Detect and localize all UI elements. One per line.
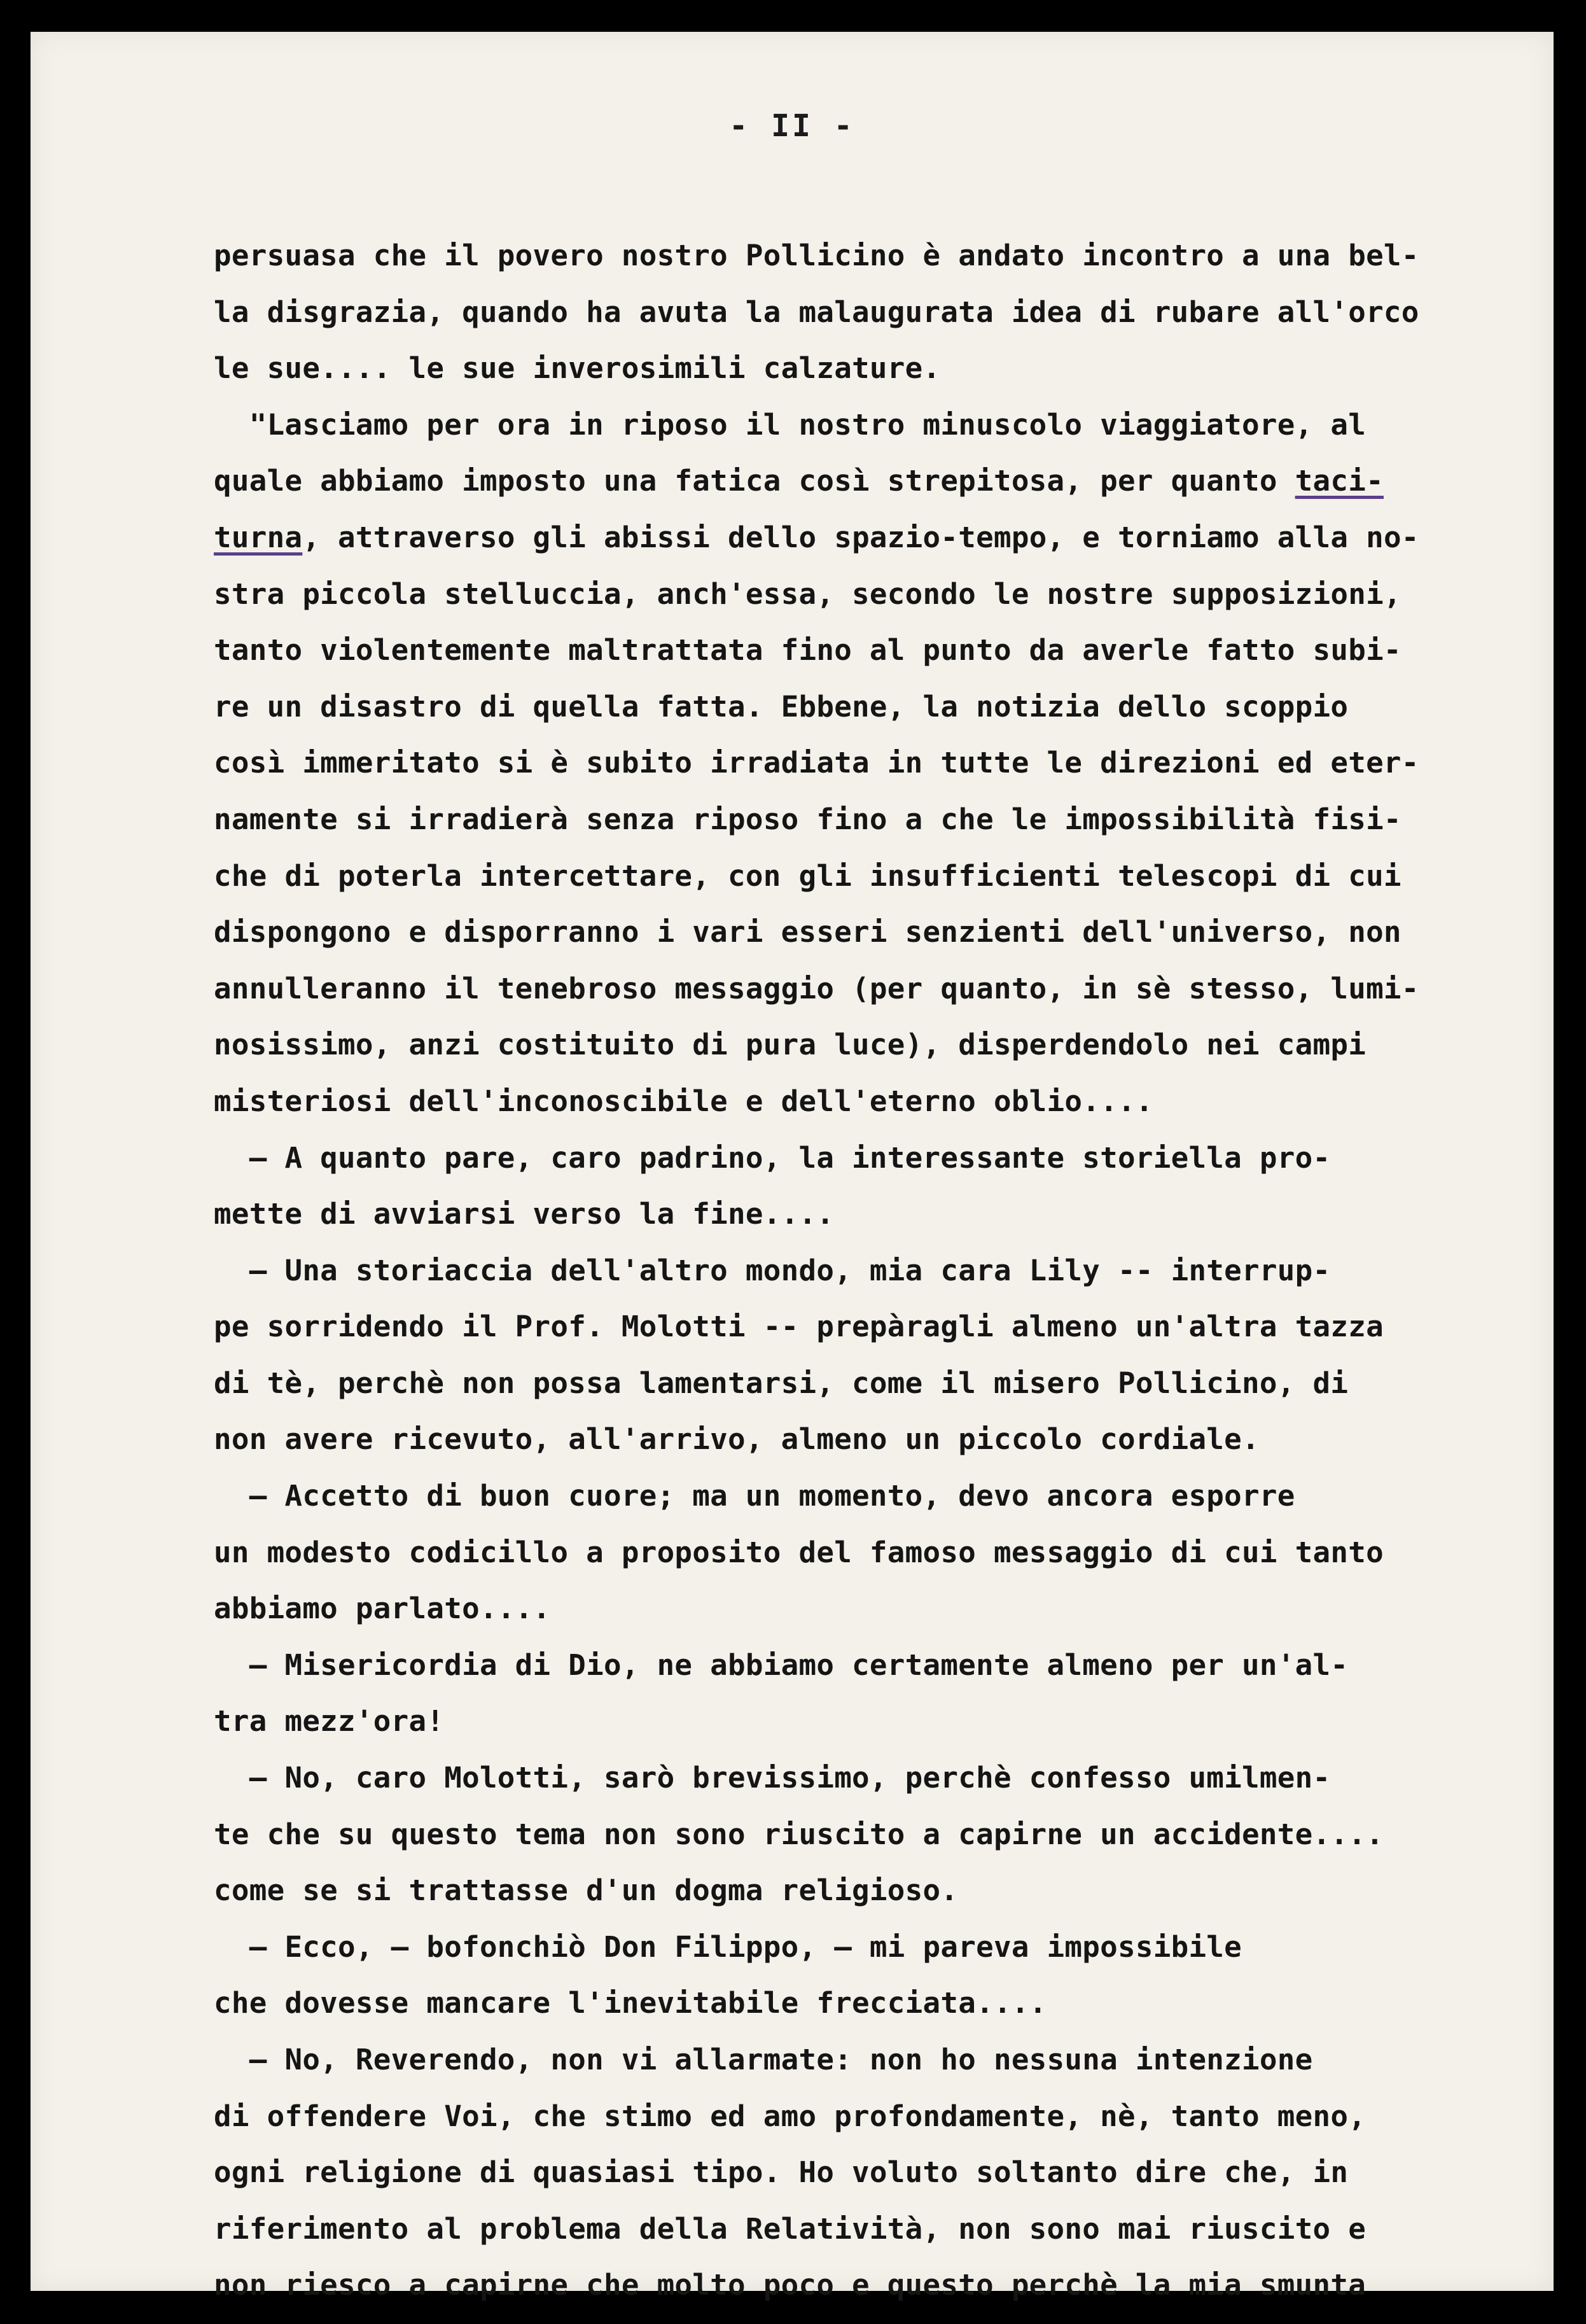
text-line [214,622,1582,678]
text-line [214,1411,1582,1467]
line-text: — A quanto pare, caro padrino, la interessante storiella pro- [214,1140,1331,1175]
text-line [214,2201,1582,2257]
line-text: riferimento al problema della Relatività, non sono mai riuscito e [214,2211,1367,2246]
line-text: la disgrazia, quando ha avuta la malaugurata idea di rubare all'orco [214,294,1419,329]
text-line [214,960,1582,1017]
text-line [214,1862,1582,1919]
text-line [214,2088,1582,2145]
line-text: pe sorridendo il Prof. Molotti -- prepàragli almeno un'altra tazza [214,1309,1384,1344]
text-line [214,791,1582,848]
typewritten-page [31,32,1554,2302]
line-text: — Misericordia di Dio, ne abbiamo certamente almeno per un'al- [214,1647,1349,1682]
line-text: nosissimo, anzi costituito di pura luce), disperdendolo nei campi [214,1027,1367,1062]
line-text: come se si trattasse d'un dogma religioso. [214,1873,959,1908]
line-text: misteriosi dell'inconoscibile e dell'eterno oblio.... [214,1083,1153,1118]
underlined-word: turna [214,519,303,554]
line-text: — Una storiaccia dell'altro mondo, mia cara Lily -- interrup- [214,1252,1331,1287]
text-line [214,1130,1582,1186]
line-text: non riesco a capirne che molto poco e questo perchè la mia smunta [214,2267,1367,2302]
text-line [214,1806,1582,1863]
text-line [214,678,1582,735]
underlined-word: taci- [1295,463,1384,498]
line-text: persuasa che il povero nostro Pollicino è andato incontro a una bel- [214,238,1419,272]
text-line [214,1242,1582,1299]
line-text: stra piccola stelluccia, anch'essa, secondo le nostre supposizioni, [214,576,1402,611]
line-text: non avere ricevuto, all'arrivo, almeno un piccolo cordiale. [214,1422,1260,1457]
line-text: annulleranno il tenebroso messaggio (per quanto, in sè stesso, lumi- [214,970,1419,1005]
line-text: mette di avviarsi verso la fine.... [214,1196,835,1231]
text-line [214,2144,1582,2201]
line-text: tra mezz'ora! [214,1704,445,1739]
page-text [214,227,1582,2313]
line-text: che dovesse mancare l'inevitabile frecciata.... [214,1985,1047,2020]
text-line [214,2257,1582,2313]
page-number: - II - [729,108,855,144]
text-line [214,1016,1582,1073]
text-line [214,227,1582,284]
text-line [214,848,1582,904]
line-text: namente si irradierà senza riposo fino a che le impossibilità fisi- [214,801,1402,836]
line-text: che di poterla intercettare, con gli insufficienti telescopi di cui [214,858,1402,893]
line-text: così immeritato si è subito irradiata in tutte le direzioni ed eter- [214,745,1419,780]
text-line [214,1355,1582,1411]
text-line [214,1975,1582,2031]
line-text: dispongono e disporranno i vari esseri senzienti dell'universo, non [214,914,1402,949]
line-text: abbiamo parlato.... [214,1591,551,1626]
text-line [214,1749,1582,1806]
line-text: quale abbiamo imposto una fatica così strepitosa, per quanto [214,463,1295,498]
line-text: — No, caro Molotti, sarò brevissimo, perchè confesso umilmen- [214,1760,1331,1795]
text-line [214,904,1582,960]
line-text: di offendere Voi, che stimo ed amo profondamente, nè, tanto meno, [214,2098,1367,2133]
text-line [214,509,1582,566]
line-text: "Lasciamo per ora in riposo il nostro minuscolo viaggiatore, al [214,407,1367,442]
line-text: re un disastro di quella fatta. Ebbene, la notizia dello scoppio [214,689,1349,724]
line-text: tanto violentemente maltrattata fino al punto da averle fatto subi- [214,633,1402,668]
line-text: — No, Reverendo, non vi allarmate: non ho nessuna intenzione [214,2042,1313,2076]
text-line [214,340,1582,396]
line-text: te che su questo tema non sono riuscito a capirne un accidente.... [214,1816,1384,1851]
line-text: un modesto codicillo a proposito del famoso messaggio di cui tanto [214,1534,1384,1569]
line-text: — Accetto di buon cuore; ma un momento, devo ancora esporre [214,1478,1295,1513]
line-text: le sue.... le sue inverosimili calzature. [214,351,941,386]
line-text: , attraverso gli abissi dello spazio-tempo, e torniamo alla no- [302,519,1419,554]
text-line [214,1524,1582,1581]
text-line [214,734,1582,791]
text-line [214,452,1582,509]
text-line [214,1580,1582,1637]
text-line [214,1637,1582,1693]
text-line [214,1186,1582,1242]
text-line [214,1919,1582,1975]
text-line [214,396,1582,453]
line-text: ogni religione di quasiasi tipo. Ho voluto soltanto dire che, in [214,2155,1349,2190]
text-line [214,1073,1582,1130]
line-text: di tè, perchè non possa lamentarsi, come il misero Pollicino, di [214,1365,1349,1400]
text-line [214,284,1582,340]
text-line [214,1467,1582,1524]
text-line [214,566,1582,622]
line-text: — Ecco, — bofonchiò Don Filippo, — mi pareva impossibile [214,1929,1242,1964]
text-line [214,1693,1582,1749]
text-line [214,2031,1582,2088]
text-line [214,1298,1582,1355]
